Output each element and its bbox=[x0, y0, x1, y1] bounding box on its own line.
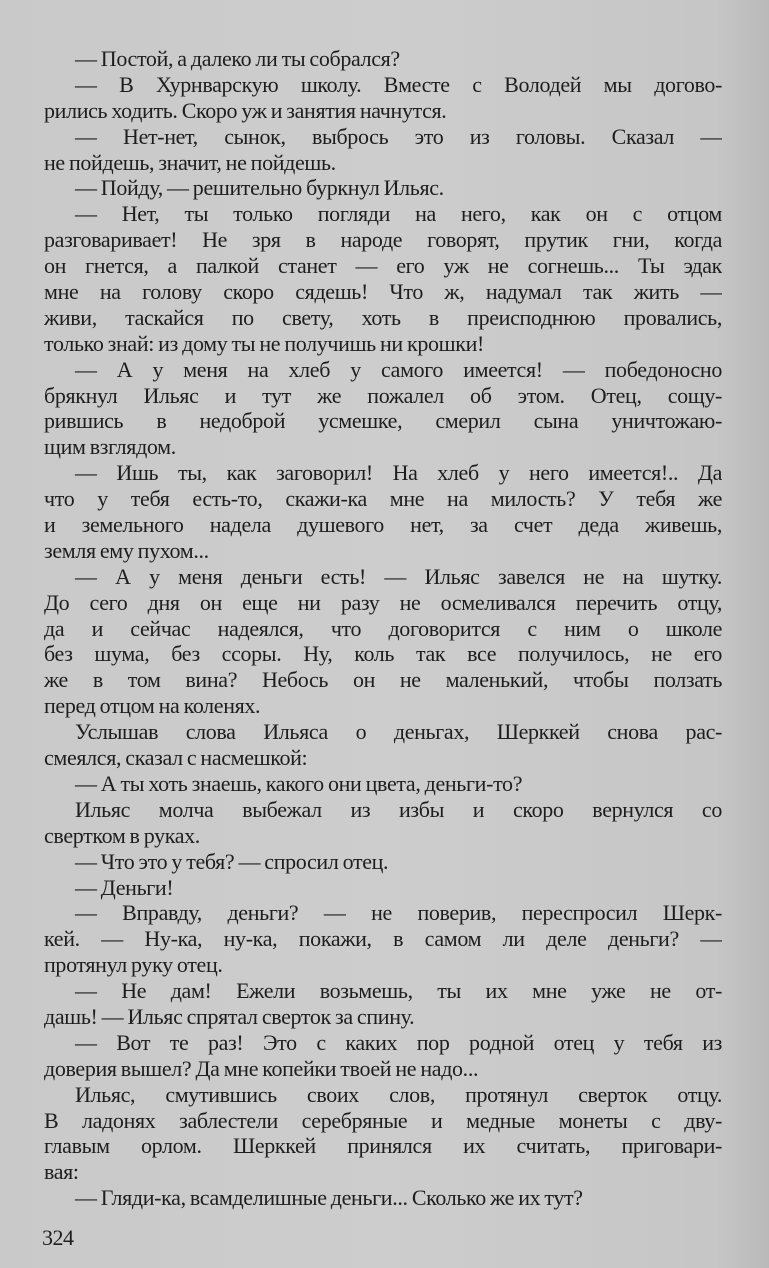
text-line: свертком в руках. bbox=[44, 822, 200, 848]
text-line: Услышав слова Ильяса о деньгах, Шерккей снова рас- bbox=[75, 719, 722, 745]
text-line: доверия вышел? Да мне копейки твоей не надо... bbox=[44, 1055, 479, 1081]
text-line: кей. — Ну-ка, ну-ка, покажи, в самом ли деле деньги? — bbox=[44, 926, 722, 952]
text-line: — Что это у тебя? — спросил отец. bbox=[75, 848, 389, 874]
text-line: — Постой, а далеко ли ты собрался? bbox=[75, 46, 400, 71]
text-line: главым орлом. Шерккей принялся их считать, приговари- bbox=[44, 1133, 722, 1159]
text-line: брякнул Ильяс и тут же пожалел об этом. Отец, сощу- bbox=[44, 382, 722, 408]
text-line: что у тебя есть-то, скажи-ка мне на милость? У тебя же bbox=[44, 486, 722, 512]
text-line: В ладонях заблестели серебряные и медные монеты с дву- bbox=[44, 1107, 722, 1133]
text-line: да и сейчас надеялся, что договорится с ним о школе bbox=[44, 615, 722, 641]
text-line: — Нет-нет, сынок, выбрось это из головы. Сказал — bbox=[75, 123, 722, 149]
text-line: без шума, без ссоры. Ну, коль так все получилось, не его bbox=[44, 641, 722, 667]
text-line: — А у меня деньги есть! — Ильяс завелся не на шутку. bbox=[75, 563, 722, 589]
text-line: Ильяс молча выбежал из избы и скоро вернулся со bbox=[75, 796, 722, 822]
text-line: вая: bbox=[44, 1159, 79, 1185]
page-number: 324 bbox=[42, 1225, 74, 1250]
text-line: — Ишь ты, как заговорил! На хлеб у него имеется!.. Да bbox=[75, 460, 722, 486]
text-line: щим взглядом. bbox=[44, 434, 176, 460]
text-line: — Не дам! Ежели возьмешь, ты их мне уже не от- bbox=[75, 978, 722, 1004]
text-line: смеялся, сказал с насмешкой: bbox=[44, 745, 308, 771]
text-line: — А ты хоть знаешь, какого они цвета, деньги-то? bbox=[75, 770, 523, 796]
text-line: Ильяс, смутившись своих слов, протянул сверток отцу. bbox=[75, 1081, 722, 1107]
text-line: протянул руку отец. bbox=[44, 952, 223, 978]
text-line: рившись в недоброй усмешке, смерил сына уничтожаю- bbox=[44, 408, 722, 434]
text-line: До сего дня он еще ни разу не осмеливался перечить отцу, bbox=[44, 589, 722, 615]
text-line: мне на голову скоро сядешь! Что ж, надумал так жить — bbox=[44, 279, 722, 305]
text-line: разговаривает! Не зря в народе говорят, прутик гни, когда bbox=[44, 227, 722, 253]
text-line: — Гляди-ка, всамделишные деньги... Сколько же их тут? bbox=[75, 1185, 583, 1211]
text-line: живи, таскайся по свету, хоть в преисподнюю провались, bbox=[44, 304, 722, 330]
text-line: — Пойду, — решительно буркнул Ильяс. bbox=[75, 175, 444, 201]
text-line: он гнется, а палкой станет — его уж не согнешь... Ты эдак bbox=[44, 253, 722, 279]
text-line: не пойдешь, значит, не пойдешь. bbox=[44, 149, 336, 175]
text-line: — Вправду, деньги? — не поверив, переспросил Шерк- bbox=[75, 900, 722, 926]
text-line: перед отцом на коленях. bbox=[44, 693, 261, 719]
text-line: — Деньги! bbox=[75, 874, 174, 900]
text-line: дашь! — Ильяс спрятал сверток за спину. bbox=[44, 1003, 415, 1029]
text-line: только знай: из дому ты не получишь ни крошки! bbox=[44, 330, 484, 356]
text-line: — В Хурнварскую школу. Вместе с Володей мы догово- bbox=[75, 71, 722, 97]
text-line: и земельного надела душевого нет, за счет деда живешь, bbox=[44, 512, 722, 538]
text-line: рились ходить. Скоро уж и занятия начнутся. bbox=[44, 97, 447, 123]
text-line: — Вот те раз! Это с каких пор родной отец у тебя из bbox=[75, 1029, 722, 1055]
text-line: же в том вина? Небось он не маленький, чтобы ползать bbox=[44, 667, 722, 693]
text-line: — А у меня на хлеб у самого имеется! — победоносно bbox=[75, 356, 722, 382]
text-line: земля ему пухом... bbox=[44, 537, 209, 563]
page-body-text bbox=[44, 46, 722, 1211]
text-line: — Нет, ты только погляди на него, как он с отцом bbox=[75, 201, 722, 227]
